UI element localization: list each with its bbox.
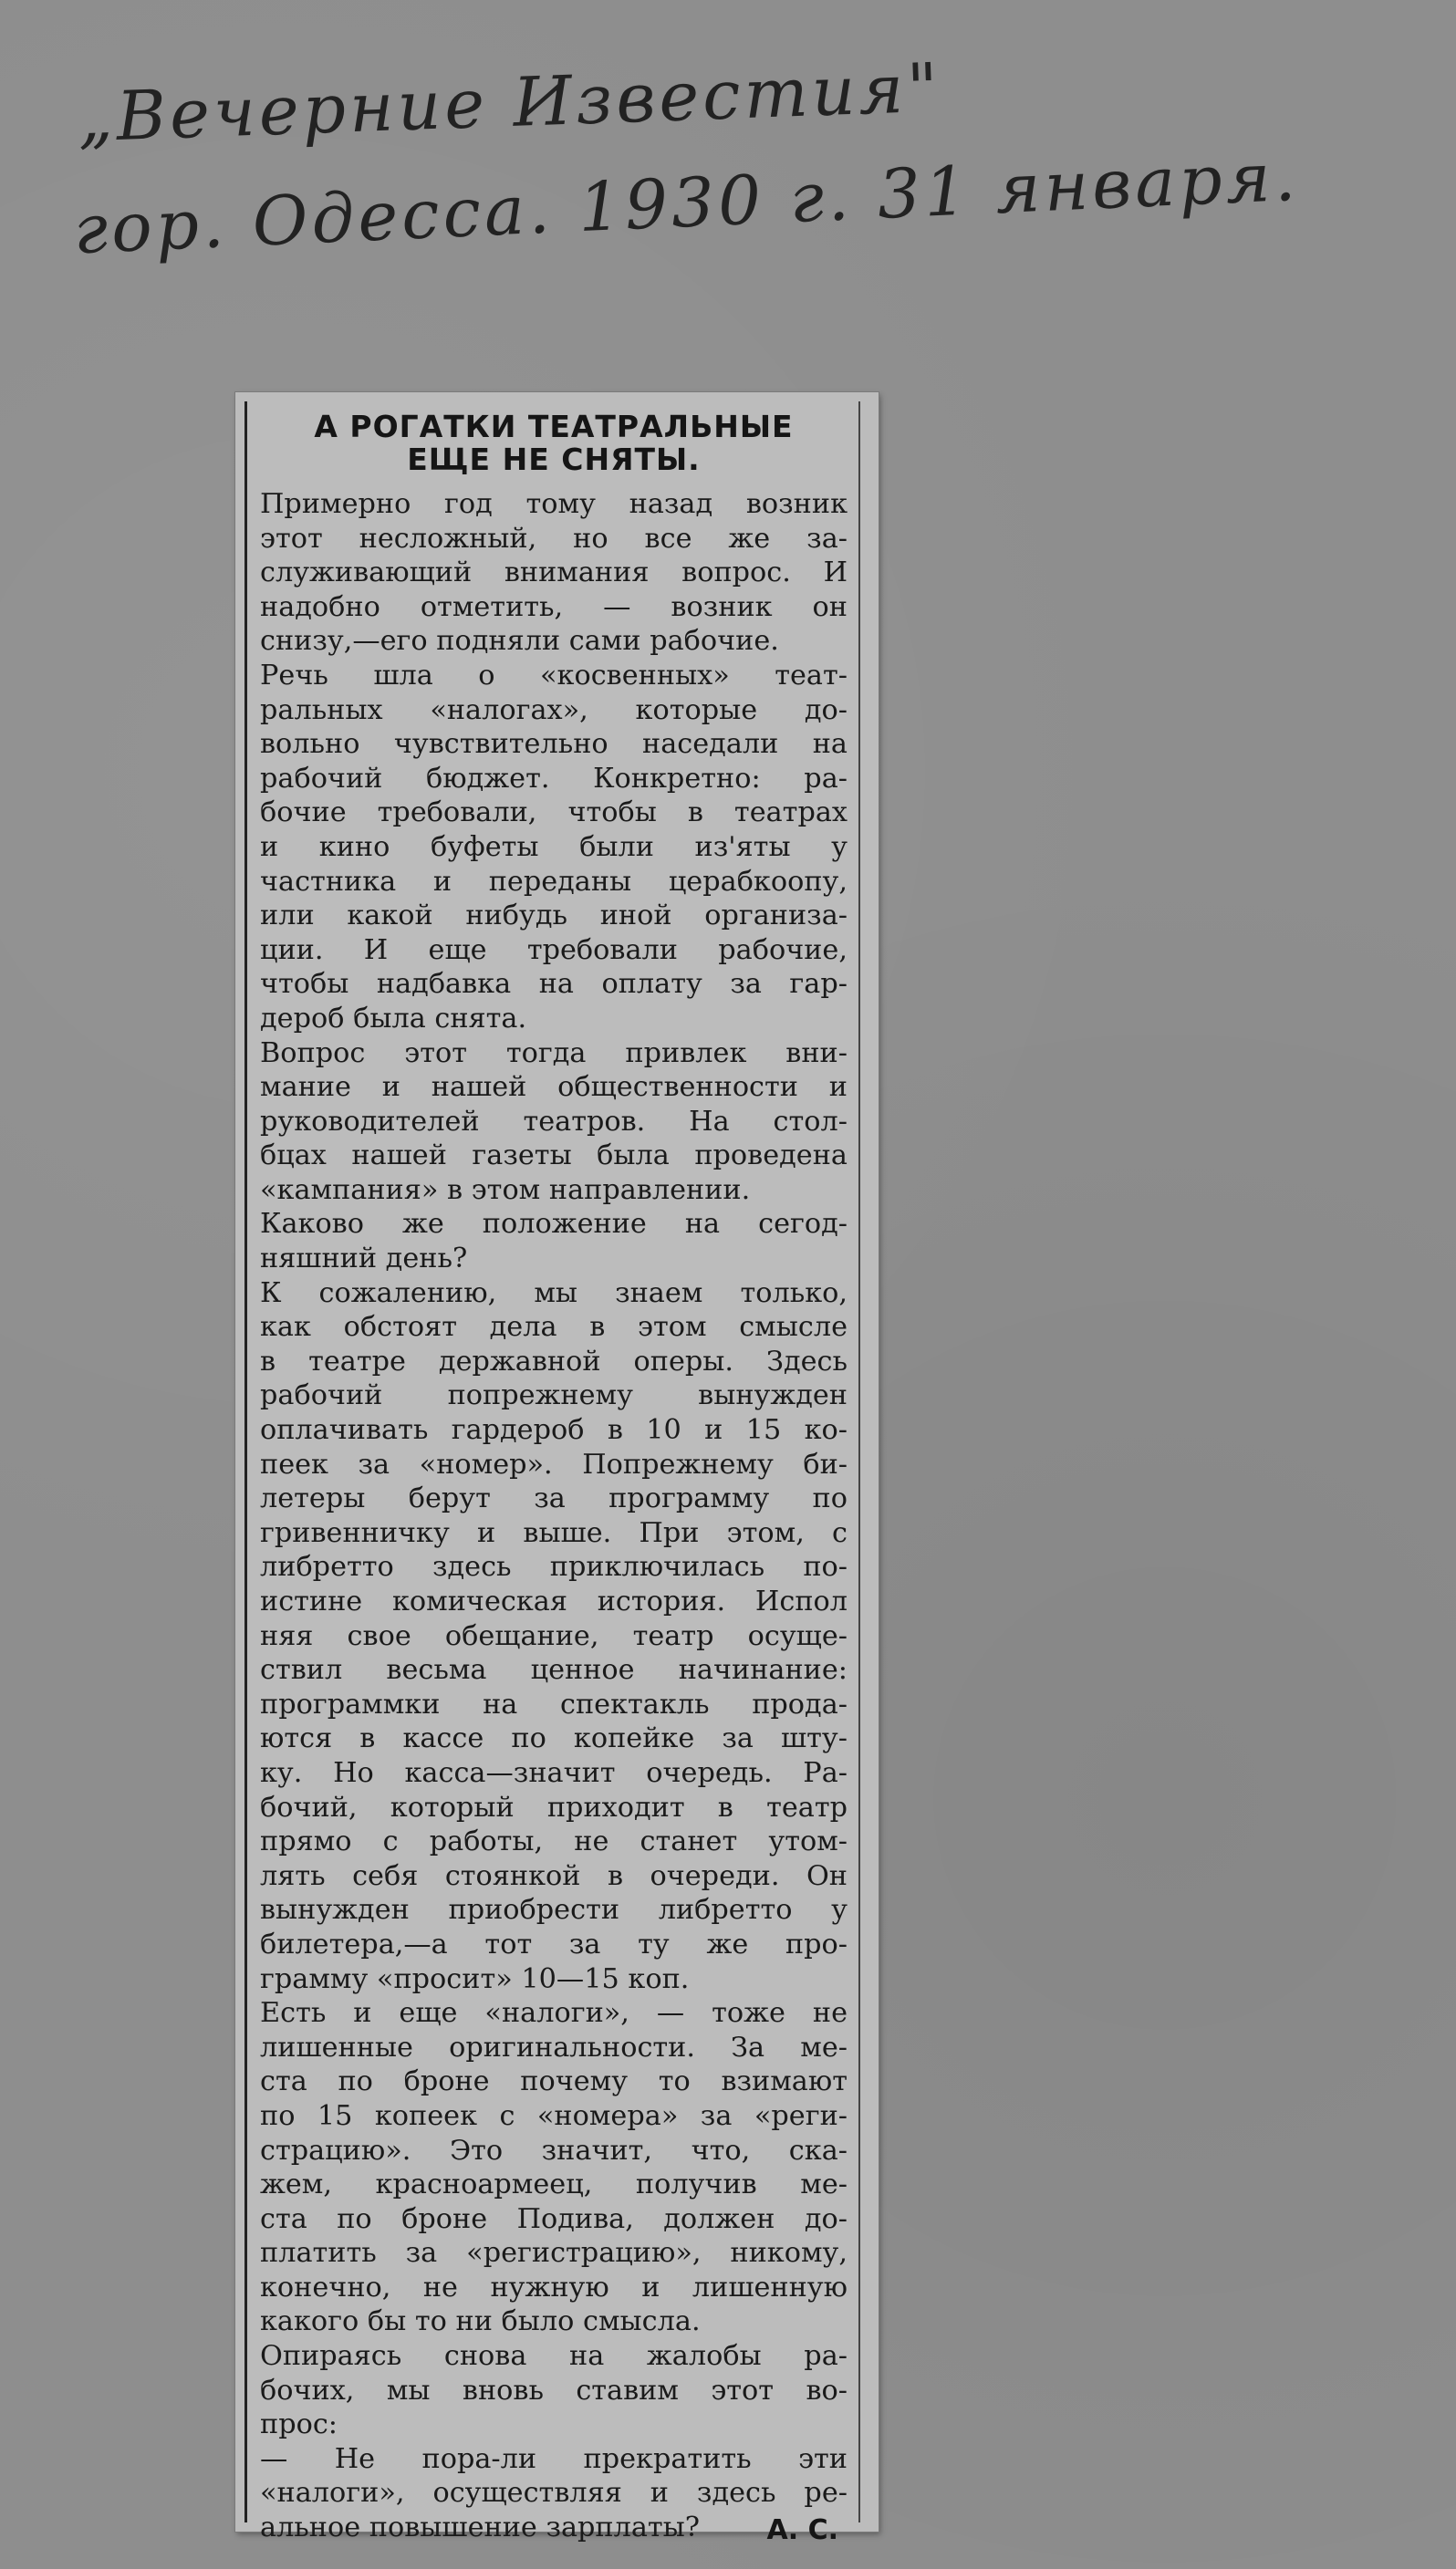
article-line: Есть и еще «налоги», — тоже не — [260, 1997, 848, 2030]
article-line: К сожалению, мы знаем только, — [260, 1276, 848, 1309]
article-line: чтобы надбавка на оплату за гар- — [260, 968, 848, 1001]
article-line: Речь шла о «косвенных» теат- — [260, 659, 848, 692]
newspaper-clipping — [235, 392, 879, 2546]
handwritten-note-line1: „Вечерние Известия" — [76, 48, 943, 158]
article-line: ствил весьма ценное начинание: — [260, 1654, 848, 1687]
article-line: дероб была снята. — [260, 1002, 527, 1035]
article-line: бочий, который приходит в театр — [260, 1791, 848, 1824]
article-line: прос: — [260, 2408, 338, 2441]
article-line: снизу,—его подняли сами рабочие. — [260, 625, 779, 658]
article-line: оплачивать гардероб в 10 и 15 ко- — [260, 1414, 848, 1447]
article-line: альное повышение зарплаты? — [260, 2512, 701, 2544]
article-line: летеры берут за программу по — [260, 1482, 848, 1515]
article-line: или какой нибудь иной организа- — [260, 900, 848, 932]
article-line: руководителей театров. На стол- — [260, 1105, 848, 1138]
article-line: вынужден приобрести либретто у — [260, 1894, 848, 1927]
article-line: пеек за «номер». Попрежнему би- — [260, 1448, 848, 1481]
article-line: истине комическая история. Испол — [260, 1586, 848, 1617]
article-line: рабочий попрежнему вынужден — [260, 1379, 848, 1412]
article-line: этот несложный, но все же за- — [260, 522, 848, 555]
article-line: платить за «регистрацию», никому, — [260, 2237, 848, 2270]
article-title-line2: ЕЩЕ НЕ СНЯТЫ. — [407, 442, 701, 477]
article-line: ральных «налогах», которые до- — [260, 693, 848, 726]
article-line: служивающий внимания вопрос. И — [260, 556, 848, 589]
article-line: конечно, не нужную и лишенную — [260, 2271, 848, 2304]
article-line: в театре державной оперы. Здесь — [260, 1345, 848, 1378]
article-line: жем, красноармеец, получив ме- — [260, 2169, 848, 2201]
article-line: мание и нашей общественности и — [260, 1071, 848, 1104]
clipping-column — [244, 401, 860, 2546]
article-line: Примерно год тому назад возник — [260, 488, 848, 520]
article-title — [260, 411, 848, 476]
article-line: по 15 копеек с «номера» за «реги- — [260, 2099, 848, 2132]
article-line: и кино буфеты были из'яты у — [260, 830, 848, 863]
article-line: как обстоят дела в этом смысле — [260, 1311, 848, 1344]
article-line: няшний день? — [260, 1243, 468, 1275]
article-signature: А. С. — [766, 2513, 838, 2546]
article-line: ста по броне Подива, должен до- — [260, 2202, 848, 2235]
article-line: бочих, мы вновь ставим этот во- — [260, 2374, 848, 2407]
article-line: рабочий бюджет. Конкретно: ра- — [260, 762, 848, 795]
article-line: — Не пора-ли прекратить эти — [260, 2442, 848, 2475]
article-line: бочие требовали, чтобы в театрах — [260, 796, 848, 829]
article-line: надобно отметить, — возник он — [260, 590, 848, 623]
article-line: частника и переданы церабкоопу, — [260, 865, 848, 898]
article-line: билетера,—а тот за ту же про- — [260, 1928, 848, 1961]
article-line: либретто здесь приключилась по- — [260, 1551, 848, 1584]
article-line: Каково же положение на сегод- — [260, 1208, 848, 1241]
article-line: ку. Но касса—значит очередь. Ра- — [260, 1756, 848, 1789]
handwritten-note-line2: гор. Одесса. 1930 г. 31 января. — [71, 137, 1301, 270]
article-line: ются в кассе по копейке за шту- — [260, 1722, 848, 1755]
article-line: программки на спектакль прода- — [260, 1688, 848, 1721]
article-line: грамму «просит» 10—15 коп. — [260, 1962, 690, 1995]
article-line: Опираясь снова на жалобы ра- — [260, 2340, 848, 2373]
article-line: ста по броне почему то взимают — [260, 2065, 848, 2098]
article-line: лишенные оригинальности. За ме- — [260, 2031, 848, 2064]
article-body — [260, 487, 848, 2545]
article-line: няя свое обещание, театр осуще- — [260, 1619, 848, 1652]
article-line: ции. И еще требовали рабочие, — [260, 933, 848, 966]
article-line: «кампания» в этом направлении. — [260, 1173, 751, 1206]
article-line: какого бы то ни было смысла. — [260, 2305, 701, 2338]
article-title-line1: А РОГАТКИ ТЕАТРАЛЬНЫЕ — [314, 409, 794, 444]
article-line: вольно чувствительно наседали на — [260, 728, 848, 761]
article-line: лять себя стоянкой в очереди. Он — [260, 1859, 848, 1892]
article-line: «налоги», осуществляя и здесь ре- — [260, 2477, 848, 2510]
article-line: Вопрос этот тогда привлек вни- — [260, 1036, 848, 1069]
article-line: прямо с работы, не станет утом- — [260, 1825, 848, 1858]
article-line: страцию». Это значит, что, ска- — [260, 2134, 848, 2167]
article-line: гривенничку и выше. При этом, с — [260, 1516, 848, 1549]
article-line: бцах нашей газеты была проведена — [260, 1139, 848, 1172]
